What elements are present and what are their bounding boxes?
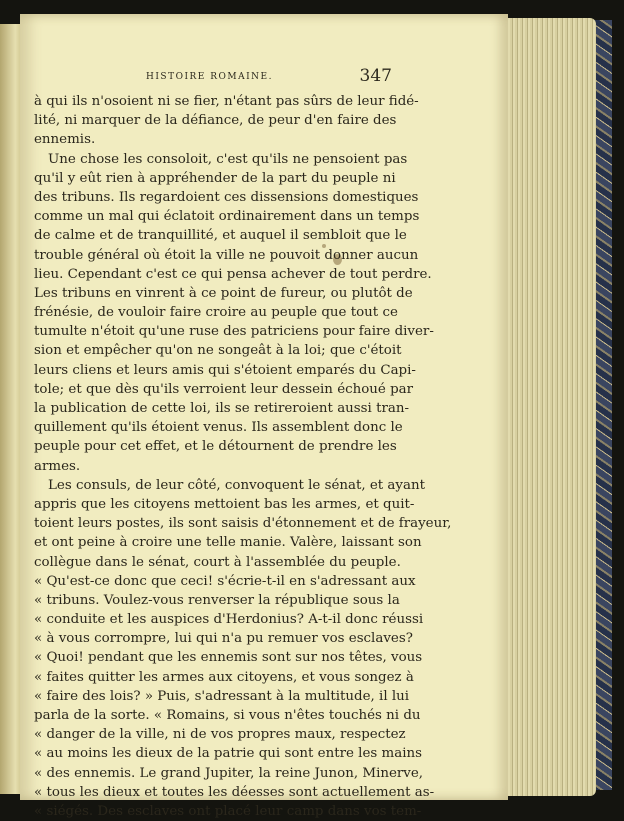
text-line: Les consuls, de leur côté, convoquent le sénat, et ayant: [48, 477, 425, 493]
text-line: parla de la sorte. « Romains, si vous n'êtes touchés ni du: [34, 708, 421, 723]
text-line: « siégés. Des esclaves ont placé leur camp dans vos tem-: [34, 803, 422, 819]
text-line: « au moins les dieux de la patrie qui sont entre les mains: [34, 746, 422, 762]
text-line: « des ennemis. Le grand Jupiter, la reine Junon, Minerve,: [34, 765, 424, 781]
text-line: leurs cliens et leurs amis qui s'étoient emparés du Capi-: [34, 362, 416, 378]
text-line: « tous les dieux et toutes les déesses sont actuellement as-: [34, 784, 435, 800]
text-line: lieu. Cependant c'est ce qui pensa achever de tout perdre.: [34, 266, 432, 282]
text-line: des tribuns. Ils regardoient ces dissensions domestiques: [34, 189, 419, 205]
text-line: sion et empêcher qu'on ne songeât à la loi; que c'étoit: [34, 343, 402, 359]
text-line: trouble général où étoit la ville ne pouvoit donner aucun: [34, 247, 419, 263]
text-line: « faites quitter les armes aux citoyens, et vous songez à: [34, 669, 414, 685]
page-header: [124, 66, 394, 90]
text-line: ennemis.: [34, 132, 96, 148]
text-line: tole; et que dès qu'ils verroient leur dessein échoué par: [34, 381, 414, 397]
text-line: Une chose les consoloit, c'est qu'ils ne pensoient pas: [48, 151, 408, 167]
text-line: « Quoi! pendant que les ennemis sont sur nos têtes, vous: [34, 650, 423, 666]
text-line: et ont peine à croire une telle manie. Valère, laissant son: [34, 535, 422, 551]
text-line: « à vous corrompre, lui qui n'a pu remuer vos esclaves?: [34, 631, 413, 647]
text-line: appris que les citoyens mettoient bas les armes, et quit-: [34, 496, 415, 512]
text-line: « danger de la ville, ni de vos propres maux, respectez: [34, 727, 406, 743]
body-text: [34, 92, 452, 821]
text-line: armes.: [34, 458, 81, 474]
text-line: la publication de cette loi, ils se retireroient aussi tran-: [34, 401, 410, 416]
text-line: comme un mal qui éclatoit ordinairement dans un temps: [34, 209, 420, 225]
text-line: « conduite et les auspices d'Herdonius? A-t-il donc réussi: [34, 612, 424, 628]
text-line: de calme et de tranquillité, et auquel il sembloit que le: [34, 228, 407, 244]
text-line: toient leurs postes, ils sont saisis d'étonnement et de frayeur,: [34, 516, 452, 532]
text-line: quillement qu'ils étoient venus. Ils assemblent donc le: [34, 420, 403, 436]
text-line: « Qu'est-ce donc que ceci! s'écrie-t-il en s'adressant aux: [34, 573, 416, 589]
text-line: qu'il y eût rien à appréhender de la part du peuple ni: [34, 170, 396, 186]
page-number: 347: [359, 66, 392, 86]
text-line: à qui ils n'osoient ni se fier, n'étant pas sûrs de leur fidé-: [34, 94, 419, 109]
running-title: HISTOIRE ROMAINE.: [146, 72, 273, 82]
text-line: frénésie, de vouloir faire croire au peuple que tout ce: [34, 305, 398, 321]
text-line: lité, ni marquer de la défiance, de peur d'en faire des: [34, 113, 397, 129]
text-line: « faire des lois? » Puis, s'adressant à la multitude, il lui: [34, 688, 410, 704]
text-line: collègue dans le sénat, court à l'assemblée du peuple.: [34, 554, 401, 570]
text-line: peuple pour cet effet, et le détournent de prendre les: [34, 439, 397, 455]
text-line: « tribuns. Voulez-vous renverser la république sous la: [34, 592, 400, 608]
page-block-edge: [500, 18, 596, 796]
text-line: Les tribuns en vinrent à ce point de fureur, ou plutôt de: [34, 285, 413, 301]
facing-page-edge: [0, 24, 22, 794]
text-line: tumulte n'étoit qu'une ruse des patriciens pour faire diver-: [34, 324, 434, 340]
